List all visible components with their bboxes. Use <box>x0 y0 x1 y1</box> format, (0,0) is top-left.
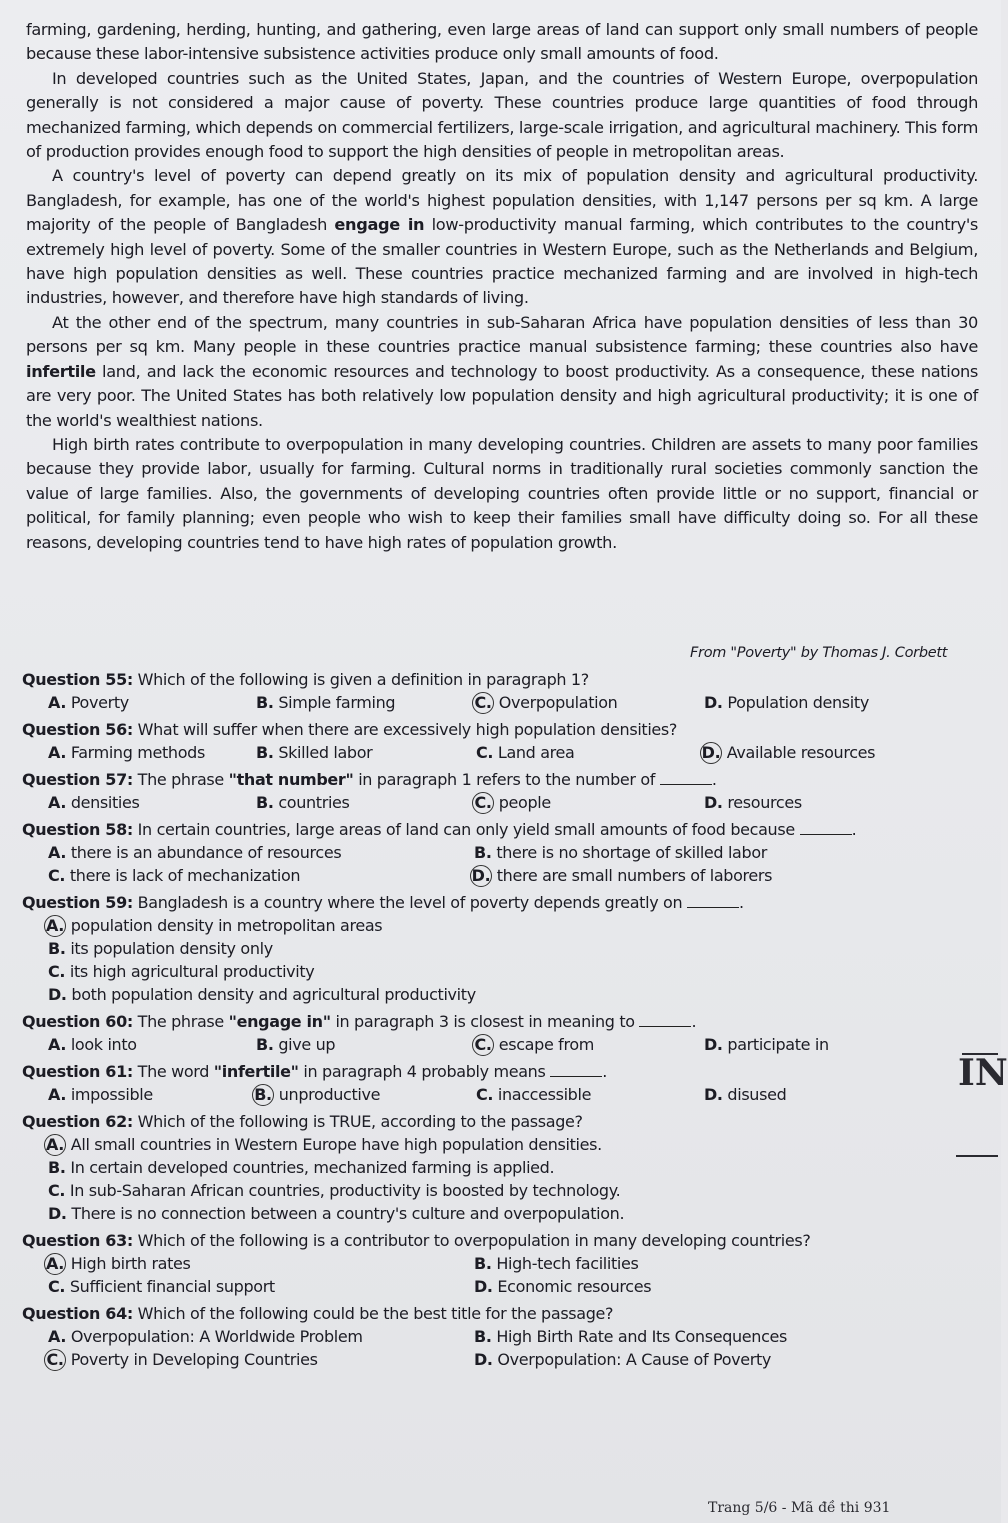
highlighted-word-infertile: infertile <box>26 361 96 381</box>
option-d[interactable]: D. participate in <box>704 1035 829 1054</box>
option-c[interactable]: C. its high agricultural productivity <box>48 962 315 981</box>
option-c[interactable]: C. Sufficient financial support <box>48 1277 275 1296</box>
paragraph-2: In developed countries such as the United States, Japan, and the countries of Western Europe, overpopulation generally is not considered a major cause of poverty. These countries produce large quantities of food through mechanized farming, which depends on commercial fertilizers, large-scale irrigation, and agricultural machinery. This form of production provides enough food to support the high densities of people in metropolitan areas. <box>26 68 978 162</box>
option-c-selected[interactable]: C. escape from <box>476 1033 704 1056</box>
option-a[interactable]: A. densities <box>48 793 140 812</box>
option-d[interactable]: D. There is no connection between a country's culture and overpopulation. <box>48 1204 625 1223</box>
option-b[interactable]: B. its population density only <box>48 939 273 958</box>
option-d-selected[interactable]: D. Available resources <box>701 743 876 762</box>
question-59: Question 59: Bangladesh is a country where the level of poverty depends greatly on . A. population density in metropolitan areas B. its population density only C. its high agricultural productivity D. both population density and agricultural productivity <box>22 891 982 1006</box>
reading-passage <box>26 18 978 555</box>
option-a[interactable]: A. impossible <box>48 1085 153 1104</box>
option-b[interactable]: B. Skilled labor <box>256 743 373 762</box>
option-c[interactable]: C. inaccessible <box>476 1085 592 1104</box>
option-b[interactable]: B. High Birth Rate and Its Consequences <box>474 1327 788 1346</box>
option-c-selected[interactable]: C. Overpopulation <box>476 691 704 714</box>
option-d[interactable]: D. Economic resources <box>474 1277 652 1296</box>
option-a[interactable]: A. Poverty <box>48 693 129 712</box>
question-58: Question 58: In certain countries, large areas of land can only yield small amounts of food because . A. there is an abundance of resources B. there is no shortage of skilled labor C. there is lack of mechanization D. there are small numbers of laborers <box>22 818 982 887</box>
option-d[interactable]: D. Population density <box>704 693 869 712</box>
answer-blank[interactable] <box>639 1012 691 1027</box>
option-c-selected[interactable]: C. Poverty in Developing Countries <box>48 1348 474 1371</box>
option-a[interactable]: A. look into <box>48 1035 137 1054</box>
option-d[interactable]: D. disused <box>704 1085 787 1104</box>
highlighted-phrase-engage-in: engage in <box>334 215 425 235</box>
question-61: Question 61: The word "infertile" in paragraph 4 probably means . A. impossible B. unproductive C. inaccessible D. disused <box>22 1060 982 1106</box>
option-d[interactable]: D. both population density and agricultural productivity <box>48 985 476 1004</box>
option-a-selected[interactable]: A. All small countries in Western Europe have high population densities. <box>45 1135 602 1154</box>
paragraph-5: High birth rates contribute to overpopulation in many developing countries. Children are assets to many poor families because they provide labor, usually for farming. Cultural norms in traditionally rural societies commonly sanction the value of large families. Also, the governments of developing countries often provide little or no support, financial or political, for family planning; even people who wish to keep their families small have difficulty doing so. For all these reasons, developing countries tend to have high rates of population growth. <box>26 434 978 552</box>
question-64: Question 64: Which of the following could be the best title for the passage? A. Overpopulation: A Worldwide Problem B. High Birth Rate and Its Consequences C. Poverty in Developing Countries D. Overpopulation: A Cause of Poverty <box>22 1302 982 1371</box>
option-d[interactable]: D. Overpopulation: A Cause of Poverty <box>474 1350 772 1369</box>
paragraph-3: A country's level of poverty can depend greatly on its mix of population density and agricultural productivity. Bangladesh, for example, has one of the world's highest population densities, with 1,147 persons per sq km. A large majority of the people of Bangladesh engage in low-productivity manual farming, which contributes to the country's extremely high level of poverty. Some of the smaller countries in Western Europe, such as the Netherlands and Belgium, have high population densities as well. These countries practice mechanized farming and are involved in high-tech industries, however, and therefore have high standards of living. <box>26 166 979 308</box>
option-b[interactable]: B. give up <box>256 1035 336 1054</box>
option-b-selected[interactable]: B. unproductive <box>256 1083 476 1106</box>
option-c[interactable]: C. Land area <box>476 743 575 762</box>
paragraph-4: At the other end of the spectrum, many countries in sub-Saharan Africa have population densities of less than 30 persons per sq km. Many people in these countries practice manual subsistence farming; these countries also have infertile land, and lack the economic resources and technology to boost productivity. As a consequence, these nations are very poor. The United States has both relatively low population density and high agricultural productivity; it is one of the world's wealthiest nations. <box>26 312 978 430</box>
option-b[interactable]: B. High-tech facilities <box>474 1254 639 1273</box>
source-citation: From "Poverty" by Thomas J. Corbett <box>690 645 948 661</box>
option-b[interactable]: B. Simple farming <box>256 693 396 712</box>
option-b[interactable]: B. In certain developed countries, mechanized farming is applied. <box>48 1158 555 1177</box>
page-footer: Trang 5/6 - Mã đề thi 931 <box>708 1500 891 1516</box>
question-56: Question 56: What will suffer when there are excessively high population densities? A. Farming methods B. Skilled labor C. Land area D. Available resources <box>22 718 982 764</box>
question-60: Question 60: The phrase "engage in" in paragraph 3 is closest in meaning to . A. look into B. give up C. escape from D. participate in <box>22 1010 982 1056</box>
answer-blank[interactable] <box>660 770 712 785</box>
margin-label: IN <box>958 1052 1008 1094</box>
option-b[interactable]: B. countries <box>256 793 350 812</box>
question-list <box>22 668 982 1375</box>
option-c-selected[interactable]: C. people <box>476 791 704 814</box>
option-a-selected[interactable]: A. population density in metropolitan areas <box>45 916 383 935</box>
question-55: Question 55: Which of the following is given a definition in paragraph 1? A. Poverty B. Simple farming C. Overpopulation D. Population density <box>22 668 982 714</box>
question-62: Question 62: Which of the following is TRUE, according to the passage? A. All small countries in Western Europe have high population densities. B. In certain developed countries, mechanized farming is applied. C. In sub-Saharan African countries, productivity is boosted by technology. D. There is no connection between a country's culture and overpopulation. <box>22 1110 982 1225</box>
option-a[interactable]: A. Overpopulation: A Worldwide Problem <box>48 1327 363 1346</box>
option-a-selected[interactable]: A. High birth rates <box>45 1254 191 1273</box>
option-c[interactable]: C. there is lack of mechanization <box>48 866 301 885</box>
option-a[interactable]: A. Farming methods <box>48 743 205 762</box>
paragraph-1-end: farming, gardening, herding, hunting, and gathering, even large areas of land can support only small numbers of people because these labor-intensive subsistence activities produce only small amounts of food. <box>26 20 978 64</box>
question-57: Question 57: The phrase "that number" in paragraph 1 refers to the number of . A. densities B. countries C. people D. resources <box>22 768 982 814</box>
answer-blank[interactable] <box>687 893 739 908</box>
answer-blank[interactable] <box>800 820 852 835</box>
option-d[interactable]: D. resources <box>704 793 802 812</box>
question-63: Question 63: Which of the following is a contributor to overpopulation in many developing countries? A. High birth rates B. High-tech facilities C. Sufficient financial support D. Economic resources <box>22 1229 982 1298</box>
answer-blank[interactable] <box>550 1062 602 1077</box>
option-a[interactable]: A. there is an abundance of resources <box>48 843 342 862</box>
option-c[interactable]: C. In sub-Saharan African countries, productivity is boosted by technology. <box>48 1181 621 1200</box>
option-b[interactable]: B. there is no shortage of skilled labor <box>474 843 767 862</box>
option-d-selected[interactable]: D. there are small numbers of laborers <box>471 866 773 885</box>
margin-rule-bottom <box>956 1155 998 1157</box>
